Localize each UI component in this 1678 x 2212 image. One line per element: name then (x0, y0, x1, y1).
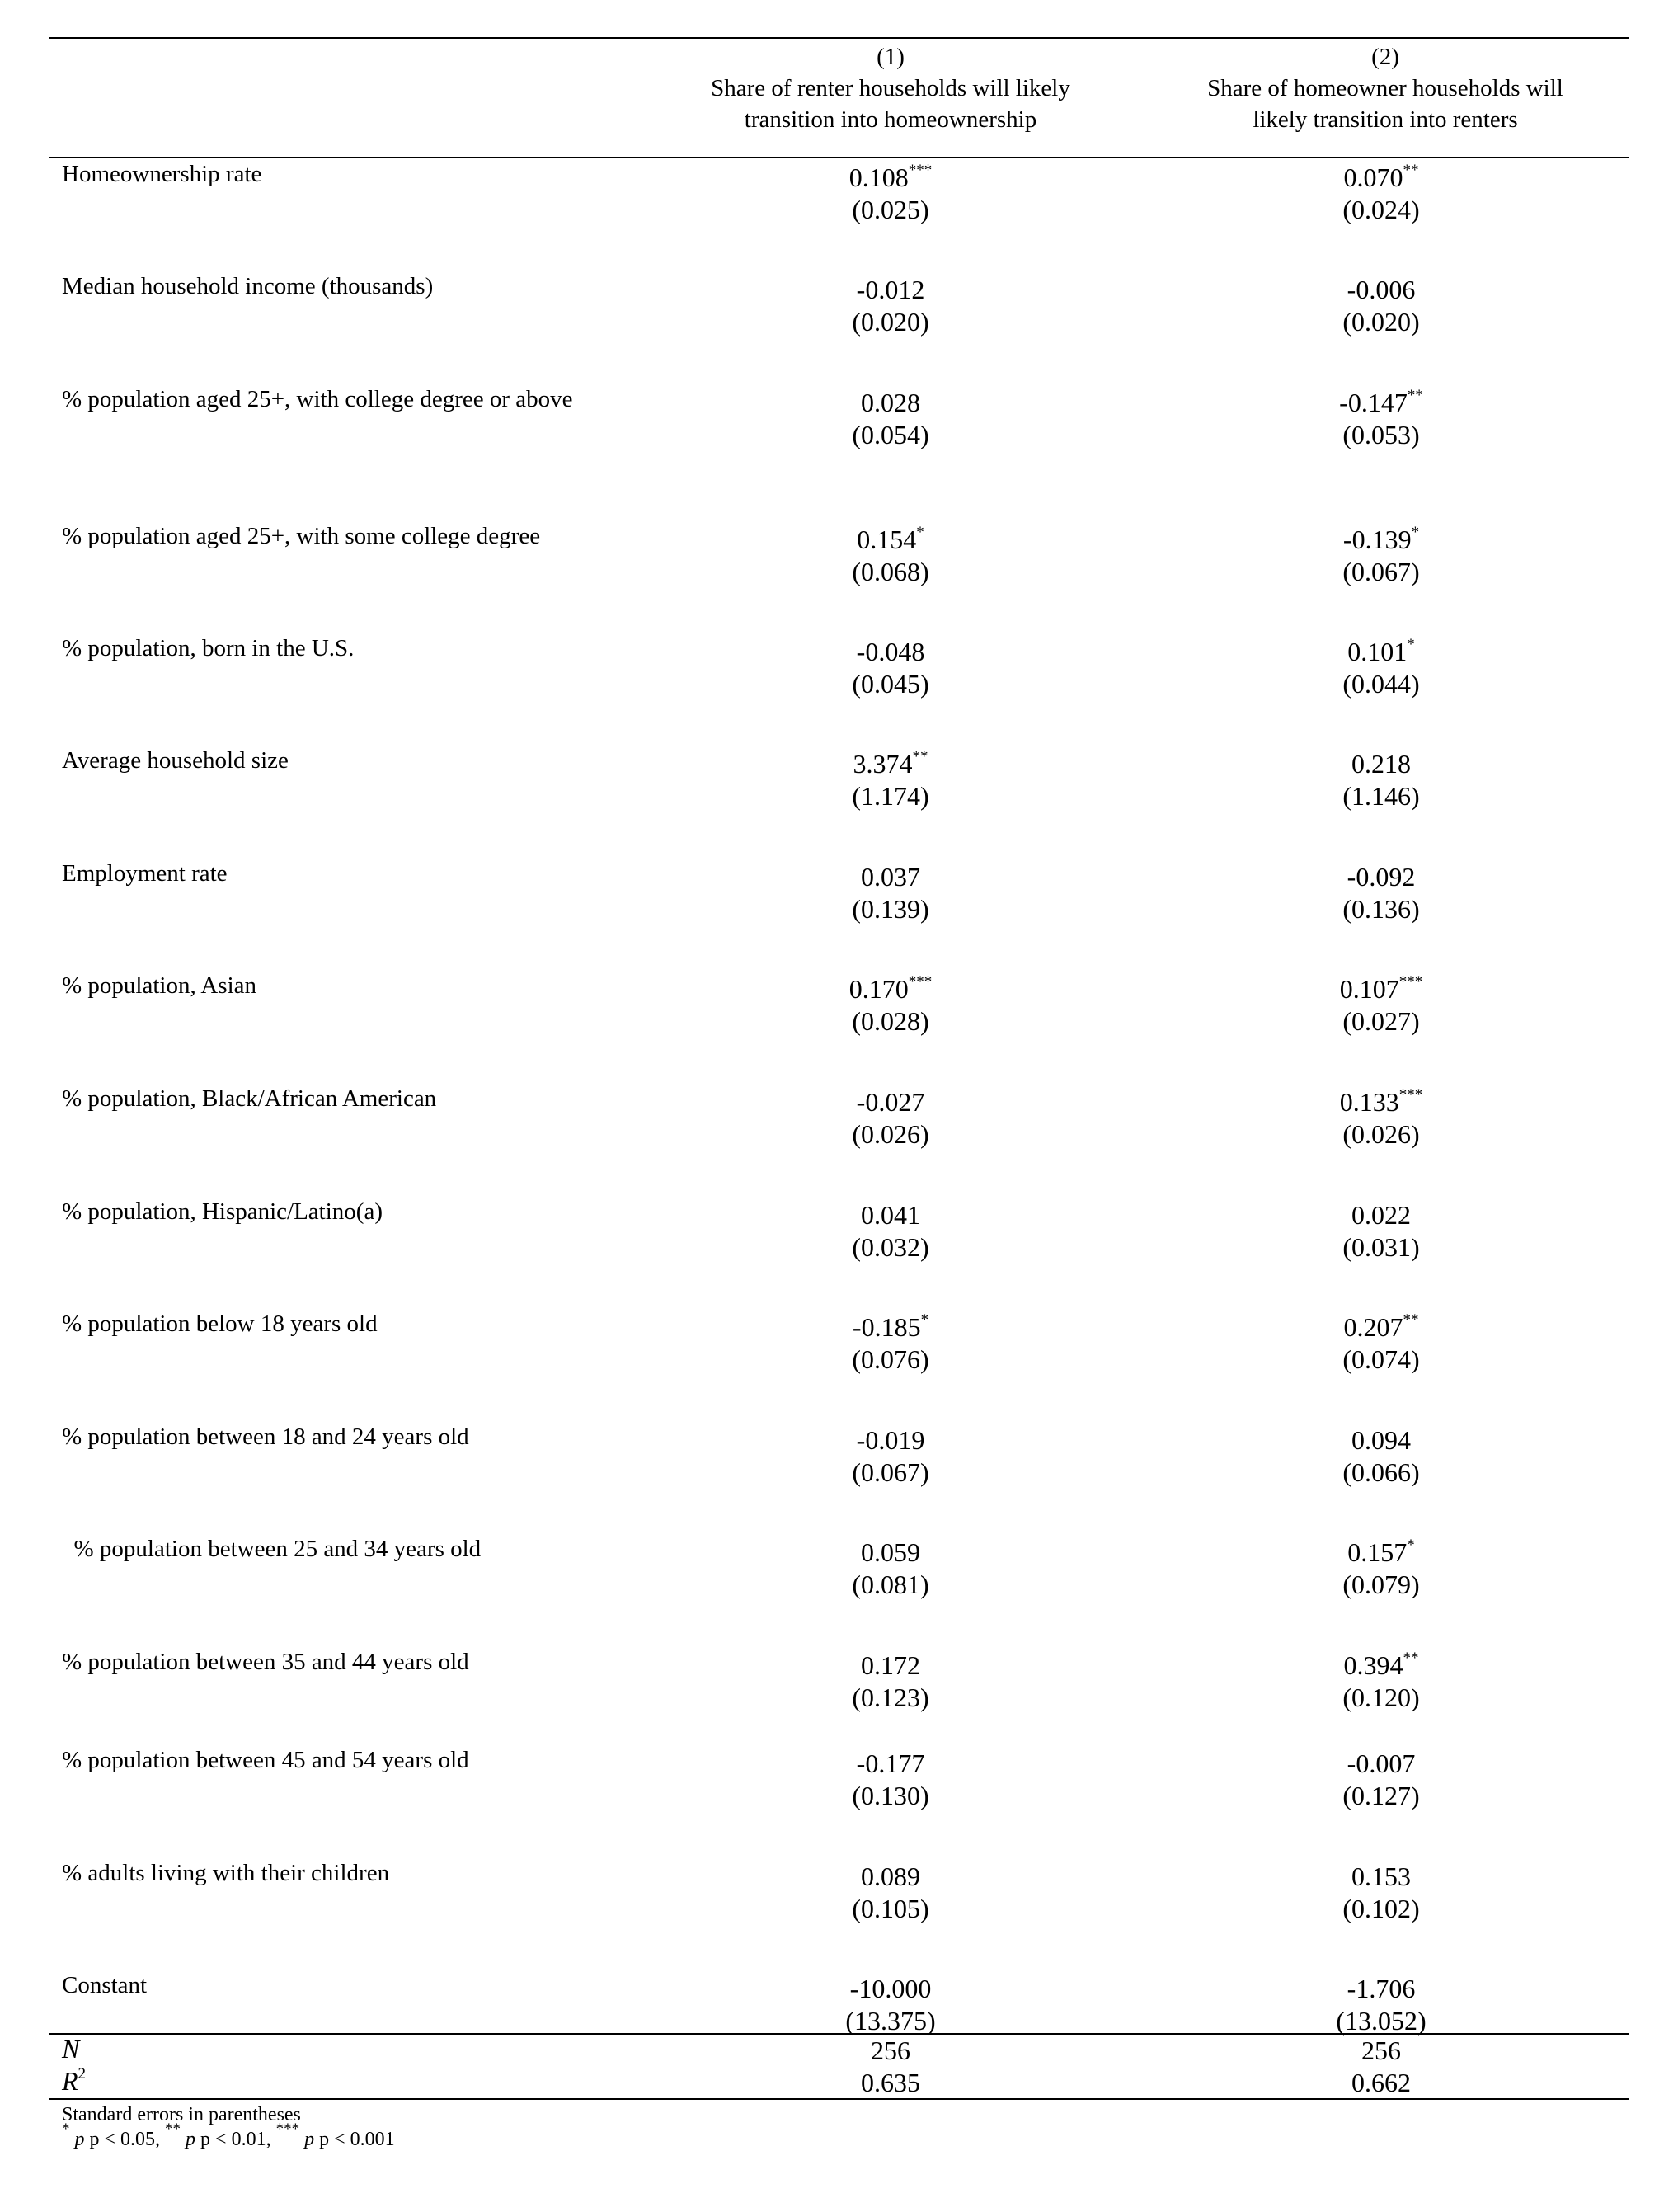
coefficient-line (1216, 1424, 1546, 1457)
significance-stars: * (1411, 524, 1420, 541)
coefficient-cell-col2 (1216, 387, 1546, 451)
coefficient-cell-col1 (726, 973, 1055, 1038)
standard-error: (0.139) (852, 894, 929, 924)
significance-stars: ** (1403, 1650, 1419, 1667)
standard-error: (0.026) (852, 1119, 929, 1149)
significance-stars: *** (908, 162, 933, 179)
table-row (0, 747, 1678, 813)
standard-error: (0.081) (852, 1570, 929, 1599)
coefficient-cell-col1 (726, 1199, 1055, 1264)
table-row (0, 1747, 1678, 1813)
standard-error: (0.045) (852, 669, 929, 699)
column-header-1 (651, 41, 1130, 135)
coefficient-cell-col2 (1216, 1748, 1546, 1812)
coefficient-cell-col2 (1216, 162, 1546, 226)
coefficient-cell-col2 (1216, 1650, 1546, 1714)
coefficient-line (726, 1973, 1055, 2005)
coefficient-line (726, 1748, 1055, 1780)
coefficient-value: 0.157 (1347, 1537, 1408, 1567)
table-row (0, 386, 1678, 452)
coefficient-line (726, 1650, 1055, 1682)
coefficient-line (726, 1086, 1055, 1118)
table-row (0, 161, 1678, 227)
significance-stars: ** (1403, 162, 1419, 179)
coefficient-value: 0.172 (861, 1650, 920, 1680)
coefficient-cell-col2 (1216, 973, 1546, 1038)
standard-error: (0.024) (1342, 195, 1420, 224)
significance-stars: ** (1403, 1311, 1419, 1329)
column-2-title-line-2: likely transition into renters (1253, 106, 1518, 133)
row-label: Homeownership rate (62, 161, 262, 187)
row-label: % population between 18 and 24 years old (62, 1424, 469, 1450)
standard-error: (0.028) (852, 1006, 929, 1036)
column-header-2 (1138, 41, 1633, 135)
coefficient-value: -0.092 (1347, 862, 1416, 892)
coefficient-line (726, 162, 1055, 194)
standard-error: (0.067) (852, 1457, 929, 1487)
standard-error: (0.053) (1342, 420, 1420, 449)
standard-error: (0.105) (852, 1894, 929, 1923)
coefficient-cell-col1 (726, 274, 1055, 338)
table-row (0, 1649, 1678, 1715)
coefficient-value: -0.019 (856, 1425, 925, 1455)
row-label: % adults living with their children (62, 1860, 390, 1886)
row-label: % population aged 25+, with some college degree (62, 523, 541, 549)
column-1-title-line-1: Share of renter households will likely (711, 75, 1070, 101)
standard-error: (0.025) (852, 195, 929, 224)
coefficient-line (1216, 636, 1546, 668)
table-row (0, 523, 1678, 589)
significance-stars: * (920, 1311, 929, 1329)
column-2-number: (2) (1371, 44, 1399, 70)
fn-p-3: p (304, 2129, 315, 2150)
stat-n-col1: 256 (871, 2036, 910, 2065)
coefficient-cell-col1 (726, 524, 1055, 588)
standard-error: (0.044) (1342, 669, 1420, 699)
coefficient-line (726, 1537, 1055, 1569)
coefficient-line (1216, 1086, 1546, 1118)
fn-p-2: p (186, 2129, 196, 2150)
coefficient-line (1216, 1537, 1546, 1569)
standard-error: (0.026) (1342, 1119, 1420, 1149)
standard-error: (0.020) (1342, 307, 1420, 337)
coefficient-line (1216, 1861, 1546, 1893)
standard-error: (0.120) (1342, 1683, 1420, 1712)
standard-error: (1.146) (1342, 781, 1420, 811)
coefficient-line (1216, 274, 1546, 306)
coefficient-line (726, 1861, 1055, 1893)
coefficient-cell-col2 (1216, 274, 1546, 338)
coefficient-cell-col2 (1216, 1537, 1546, 1601)
row-label: Average household size (62, 747, 289, 774)
table-row (0, 972, 1678, 1038)
bottom-rule (49, 2098, 1629, 2100)
fn-p05: p < 0.05, (89, 2129, 161, 2150)
coefficient-line (1216, 1199, 1546, 1231)
coefficient-line (726, 274, 1055, 306)
table-row (0, 273, 1678, 339)
standard-error: (1.174) (852, 781, 929, 811)
coefficient-line (726, 861, 1055, 893)
coefficient-cell-col1 (726, 1424, 1055, 1489)
standard-error: (0.102) (1342, 1894, 1420, 1923)
coefficient-line (726, 387, 1055, 419)
fn-p01: p < 0.01, (200, 2129, 271, 2150)
coefficient-value: 0.108 (848, 162, 909, 192)
coefficient-cell-col2 (1216, 748, 1546, 812)
coefficient-value: -0.012 (856, 275, 925, 304)
coefficient-line (1216, 162, 1546, 194)
table-row (0, 635, 1678, 701)
coefficient-line (1216, 387, 1546, 419)
coefficient-value: 0.059 (861, 1537, 920, 1567)
coefficient-line (1216, 748, 1546, 780)
coefficient-cell-col1 (726, 162, 1055, 226)
coefficient-line (1216, 524, 1546, 556)
row-label: % population, born in the U.S. (62, 635, 355, 661)
row-label: % population, Black/African American (62, 1085, 437, 1112)
coefficient-cell-col1 (726, 748, 1055, 812)
coefficient-value: -0.177 (856, 1748, 925, 1778)
coefficient-value: 0.170 (848, 974, 909, 1004)
coefficient-cell-col2 (1216, 1973, 1546, 2037)
coefficient-value: 0.394 (1343, 1650, 1403, 1680)
coefficient-value: -0.139 (1342, 525, 1412, 554)
table-row (0, 1972, 1678, 2038)
table-row (0, 1311, 1678, 1377)
column-2-title-line-1: Share of homeowner households will (1207, 75, 1563, 101)
stat-row-r2 (0, 2065, 1678, 2102)
table-row (0, 1536, 1678, 1602)
coefficient-cell-col1 (726, 636, 1055, 700)
coefficient-cell-col1 (726, 1311, 1055, 1376)
coefficient-line (726, 1199, 1055, 1231)
coefficient-line (726, 1424, 1055, 1457)
r2-superscript: 2 (78, 2065, 87, 2083)
top-rule (49, 37, 1629, 39)
standard-error: (0.136) (1342, 894, 1420, 924)
table-row (0, 1424, 1678, 1490)
coefficient-value: 0.107 (1339, 974, 1399, 1004)
coefficient-line (726, 524, 1055, 556)
coefficient-line (726, 973, 1055, 1005)
coefficient-line (1216, 973, 1546, 1005)
coefficient-cell-col1 (726, 1973, 1055, 2037)
significance-stars: *** (908, 973, 933, 991)
coefficient-value: -0.185 (852, 1312, 921, 1342)
coefficient-cell-col2 (1216, 1861, 1546, 1925)
coefficient-value: 0.089 (861, 1861, 920, 1891)
coefficient-value: 0.218 (1351, 749, 1411, 779)
table-row (0, 1085, 1678, 1151)
coefficient-cell-col2 (1216, 1311, 1546, 1376)
coefficient-line (1216, 861, 1546, 893)
coefficient-value: 0.028 (861, 388, 920, 417)
row-label: % population between 35 and 44 years old (62, 1649, 469, 1675)
r2-letter: R (62, 2066, 78, 2096)
fn-star-2: ** (165, 2120, 181, 2138)
coefficient-cell-col1 (726, 1748, 1055, 1812)
coefficient-cell-col2 (1216, 1199, 1546, 1264)
table-row (0, 1860, 1678, 1926)
standard-error: (0.123) (852, 1683, 929, 1712)
significance-stars: * (916, 524, 924, 541)
coefficient-value: 0.101 (1347, 637, 1408, 666)
standard-error: (0.032) (852, 1232, 929, 1262)
header-rule (49, 157, 1629, 158)
standard-error: (0.130) (852, 1781, 929, 1810)
stat-label-r2 (62, 2066, 86, 2097)
standard-error: (0.068) (852, 557, 929, 586)
coefficient-value: 0.094 (1351, 1425, 1411, 1455)
row-label: % population, Hispanic/Latino(a) (62, 1198, 383, 1225)
coefficient-cell-col2 (1216, 524, 1546, 588)
standard-error: (0.074) (1342, 1344, 1420, 1374)
coefficient-cell-col1 (726, 1086, 1055, 1151)
coefficient-cell-col2 (1216, 636, 1546, 700)
fn-star-1: * (62, 2120, 70, 2138)
coefficient-value: 0.070 (1343, 162, 1403, 192)
significance-stars: *** (1398, 973, 1423, 991)
standard-error: (0.054) (852, 420, 929, 449)
coefficient-cell-col2 (1216, 1086, 1546, 1151)
table-row (0, 1198, 1678, 1264)
coefficient-cell-col1 (726, 1861, 1055, 1925)
coefficient-line (726, 636, 1055, 668)
coefficient-line (1216, 1748, 1546, 1780)
stat-n-col2: 256 (1361, 2036, 1401, 2065)
coefficient-value: -0.048 (856, 637, 925, 666)
fn-p-1: p (74, 2129, 85, 2150)
coefficient-line (1216, 1973, 1546, 2005)
coefficient-line (726, 748, 1055, 780)
coefficient-value: 0.154 (857, 525, 917, 554)
standard-error: (13.375) (845, 2006, 936, 2036)
standard-error: (0.066) (1342, 1457, 1420, 1487)
row-label: Constant (62, 1972, 148, 1998)
coefficient-line (1216, 1311, 1546, 1344)
standard-error: (0.079) (1342, 1570, 1420, 1599)
standard-error: (0.076) (852, 1344, 929, 1374)
row-label: % population between 45 and 54 years old (62, 1747, 469, 1773)
coefficient-value: 0.037 (861, 862, 920, 892)
standard-error: (13.052) (1336, 2006, 1427, 2036)
stat-r2-col2: 0.662 (1351, 2068, 1411, 2097)
coefficient-cell-col1 (726, 387, 1055, 451)
coefficient-cell-col2 (1216, 861, 1546, 925)
coefficient-line (1216, 1650, 1546, 1682)
coefficient-value: -10.000 (849, 1974, 932, 2003)
row-label: % population below 18 years old (62, 1311, 378, 1337)
significance-stars: ** (1407, 387, 1423, 404)
coefficient-cell-col2 (1216, 1424, 1546, 1489)
coefficient-value: 3.374 (853, 749, 913, 779)
coefficient-line (726, 1311, 1055, 1344)
coefficient-cell-col1 (726, 861, 1055, 925)
footnote-significance (62, 2120, 395, 2151)
coefficient-value: 0.041 (861, 1200, 920, 1230)
coefficient-value: 0.022 (1351, 1200, 1411, 1230)
footnote-standard-errors: Standard errors in parentheses (62, 2104, 301, 2125)
significance-stars: * (1407, 636, 1415, 653)
standard-error: (0.067) (1342, 557, 1420, 586)
coefficient-value: 0.207 (1343, 1312, 1403, 1342)
coefficient-value: -1.706 (1347, 1974, 1416, 2003)
coefficient-value: -0.007 (1347, 1748, 1416, 1778)
standard-error: (0.127) (1342, 1781, 1420, 1810)
standard-error: (0.031) (1342, 1232, 1420, 1262)
standard-error: (0.020) (852, 307, 929, 337)
coefficient-value: 0.133 (1339, 1087, 1399, 1117)
significance-stars: *** (1398, 1086, 1423, 1104)
row-label: % population between 25 and 34 years old (62, 1536, 482, 1562)
stat-label-n: N (62, 2034, 80, 2064)
row-label: Median household income (thousands) (62, 273, 434, 299)
stat-row-n (0, 2034, 1678, 2070)
coefficient-cell-col1 (726, 1537, 1055, 1601)
significance-stars: ** (912, 748, 928, 765)
row-label: % population, Asian (62, 972, 257, 999)
fn-star-3: *** (275, 2120, 300, 2138)
coefficient-cell-col1 (726, 1650, 1055, 1714)
coefficient-value: -0.147 (1339, 388, 1408, 417)
table-row (0, 860, 1678, 926)
significance-stars: * (1407, 1537, 1415, 1554)
fn-p001: p < 0.001 (319, 2129, 395, 2150)
coefficient-value: -0.006 (1347, 275, 1416, 304)
column-1-number: (1) (877, 44, 905, 70)
row-label: % population aged 25+, with college degree or above (62, 386, 573, 412)
coefficient-value: -0.027 (856, 1087, 925, 1117)
standard-error: (0.027) (1342, 1006, 1420, 1036)
stat-r2-col1: 0.635 (861, 2068, 920, 2097)
column-1-title-line-2: transition into homeownership (744, 106, 1037, 133)
row-label: Employment rate (62, 860, 228, 887)
coefficient-value: 0.153 (1351, 1861, 1411, 1891)
